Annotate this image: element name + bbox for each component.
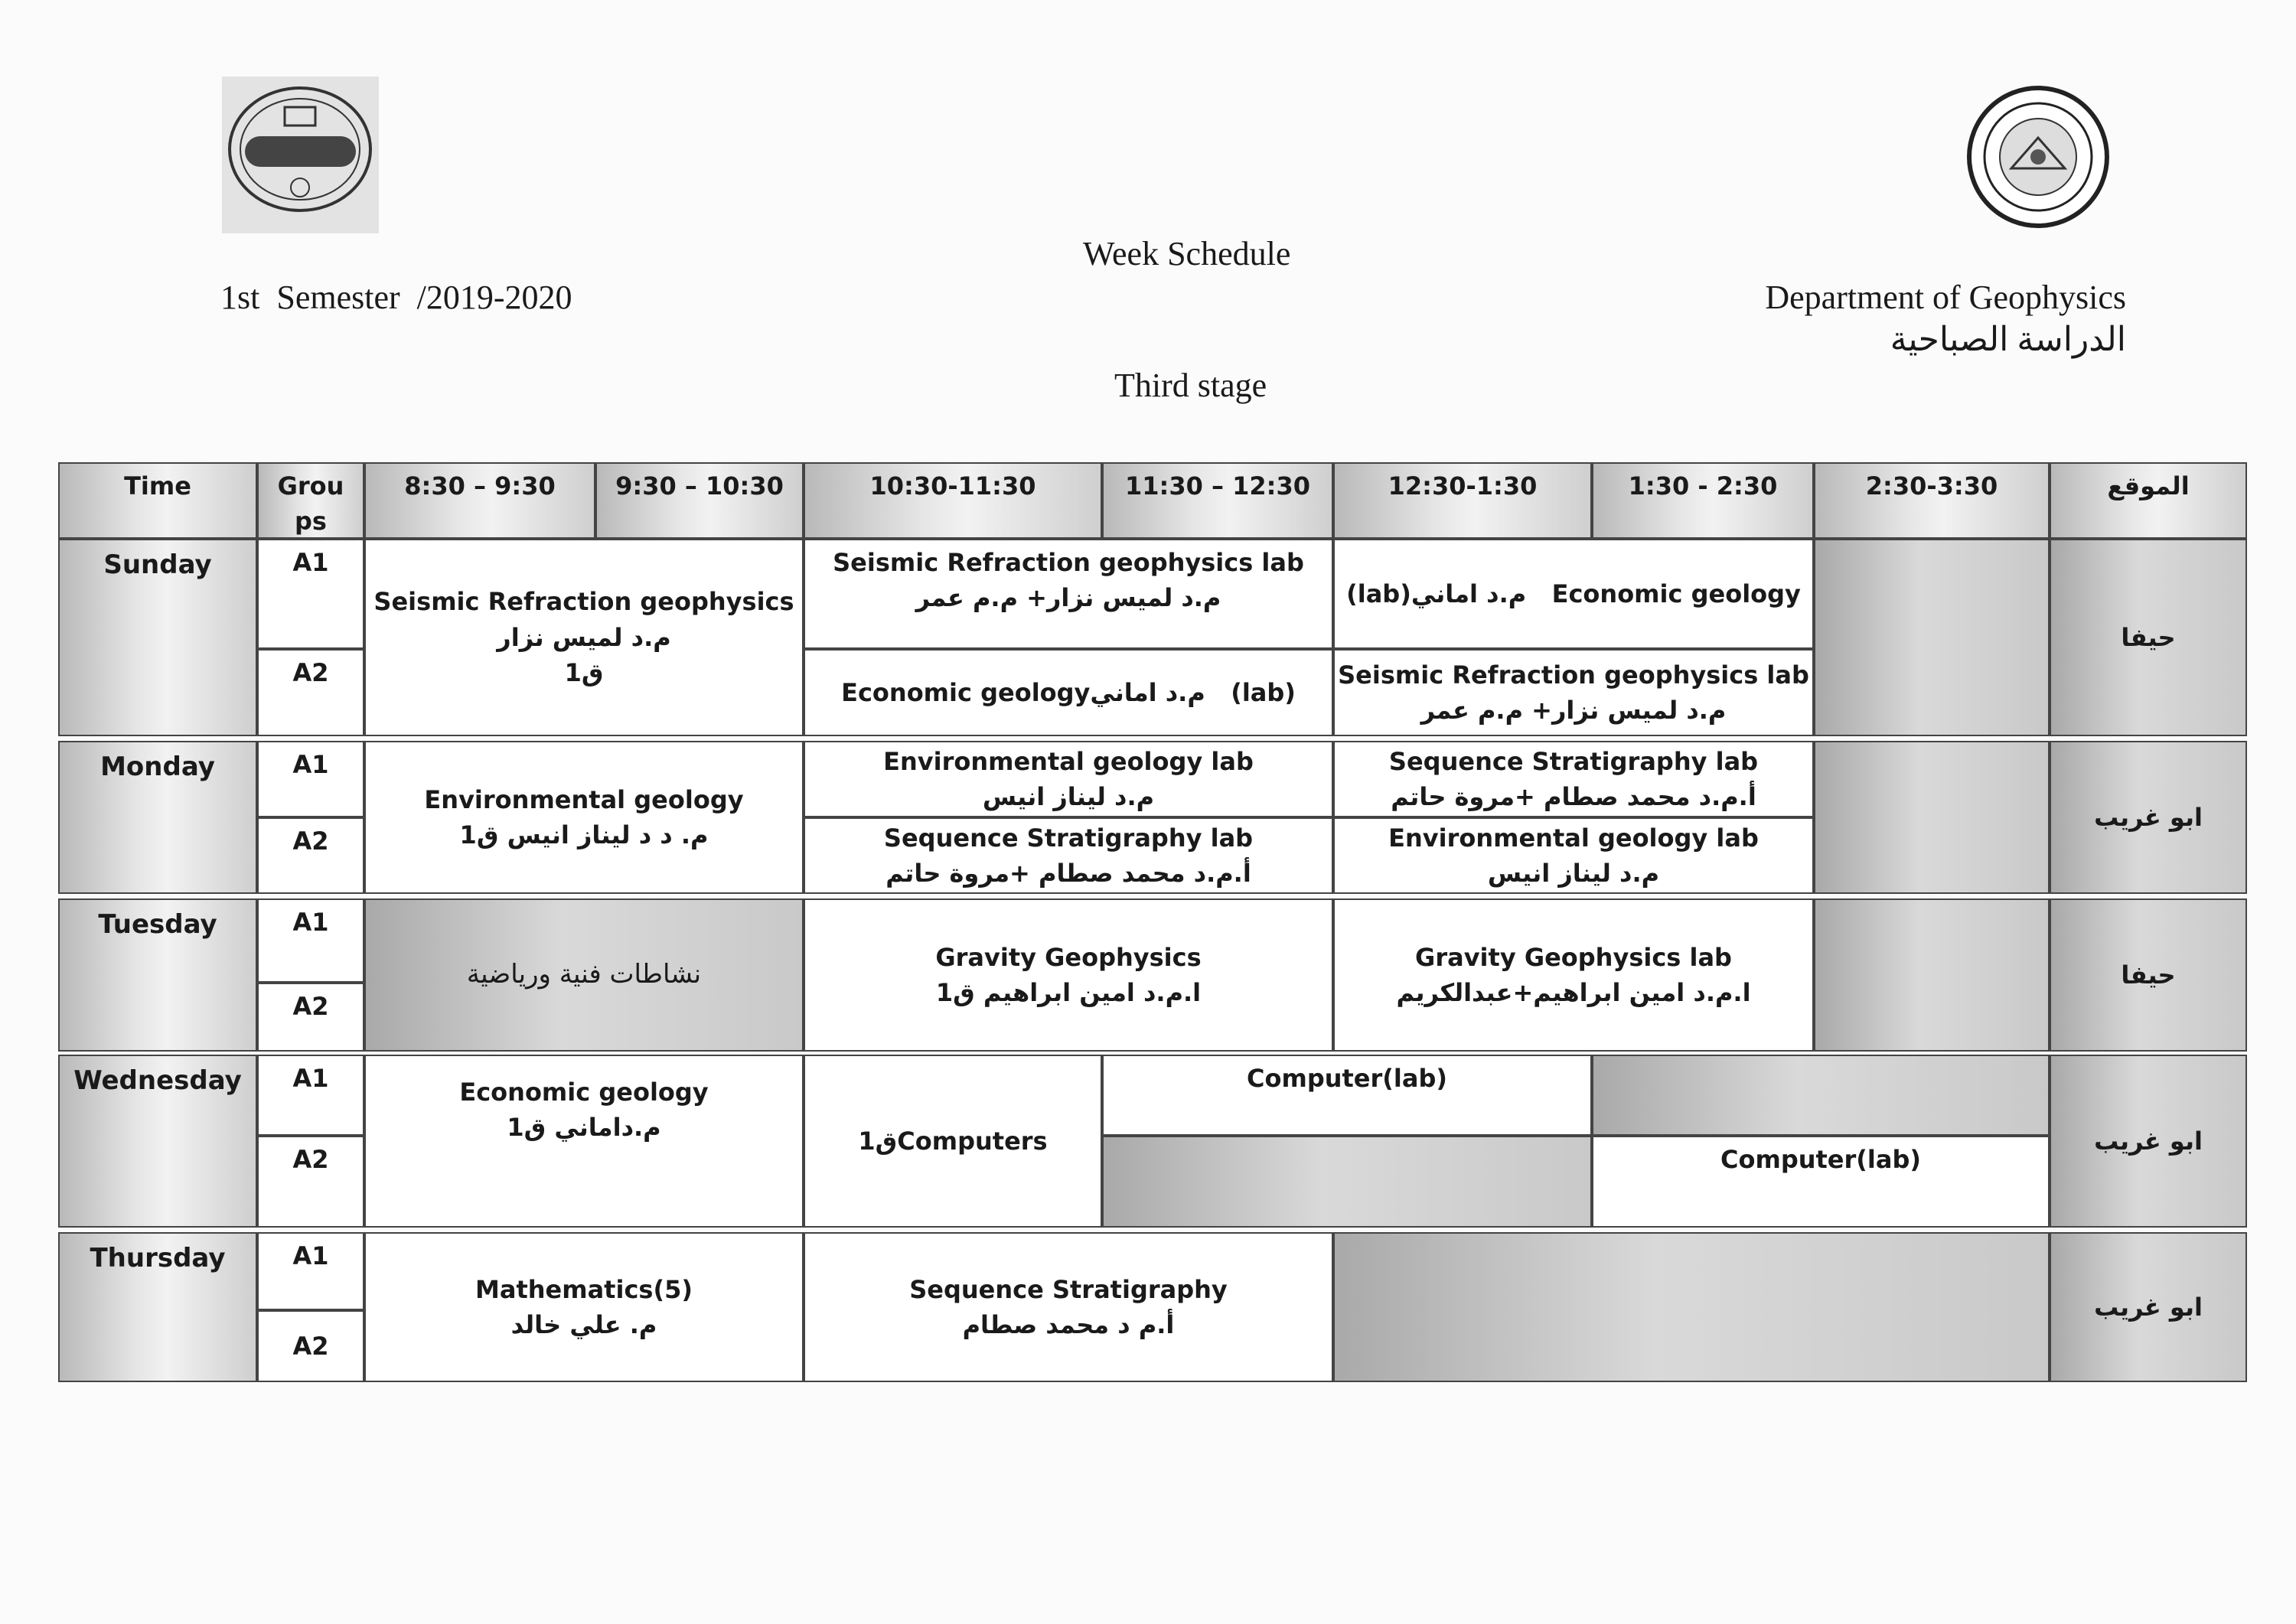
header-slot-6: 1:30 - 2:30: [1592, 462, 1814, 539]
course-teacher: م.داماني ق1: [507, 1113, 661, 1143]
header-location: الموقع: [2050, 462, 2247, 539]
location-monday: ابو غريب: [2050, 741, 2247, 894]
course-title: Environmental geology lab: [1388, 823, 1759, 853]
group-a2: A2: [257, 1136, 364, 1228]
day-sunday: Sunday: [58, 539, 257, 736]
course-title: Computer(lab): [1247, 1064, 1447, 1093]
course-title: Sequence Stratigraphy lab: [883, 823, 1254, 853]
group-a1: A1: [257, 1055, 364, 1136]
header-slot-2: 9:30 – 10:30: [595, 462, 804, 539]
course-title: Sequence Stratigraphy: [909, 1274, 1228, 1304]
group-a1: A1: [257, 741, 364, 817]
group-a1: A1: [257, 539, 364, 649]
thursday-mathematics: [364, 1232, 804, 1382]
university-logo: [222, 77, 379, 233]
sunday-empty: [1814, 539, 2050, 736]
course-title: Environmental geology: [424, 784, 744, 814]
tuesday-activities: نشاطات فنية ورياضية: [364, 898, 804, 1052]
wednesday-economic-geology: [364, 1055, 804, 1228]
day-tuesday: Tuesday: [58, 898, 257, 1052]
monday-empty: [1814, 741, 2050, 894]
semester-label: 1st Semester /2019-2020: [220, 279, 572, 316]
course-teacher: أ.م.د محمد صطام +مروة حاتم: [885, 859, 1251, 888]
sunday-seismic-lab-a1: [804, 539, 1333, 649]
tuesday-gravity-geophysics: [804, 898, 1333, 1052]
course-title: Gravity Geophysics lab: [1415, 942, 1732, 972]
sunday-seismic-refraction: [364, 539, 804, 736]
course-title: Seismic Refraction geophysics lab: [1338, 660, 1809, 690]
course-title: Gravity Geophysics: [935, 942, 1202, 972]
wednesday-computer-lab-a1: [1102, 1055, 1592, 1136]
wednesday-empty-a2: [1102, 1136, 1592, 1228]
monday-environmental-lab-a1: [804, 741, 1333, 817]
course-teacher: أ.م.د محمد صطام +مروة حاتم: [1391, 782, 1756, 811]
wednesday-empty-a1: [1592, 1055, 2050, 1136]
course-teacher: ا.م.د امين ابراهيم ق1: [935, 978, 1202, 1007]
sunday-seismic-lab-a2: [1333, 649, 1814, 736]
header-time: Time: [58, 462, 257, 539]
day-thursday: Thursday: [58, 1232, 257, 1382]
header-slot-5: 12:30-1:30: [1333, 462, 1592, 539]
location-thursday: ابو غريب: [2050, 1232, 2247, 1382]
wednesday-computers: [804, 1055, 1102, 1228]
group-a2: A2: [257, 817, 364, 894]
course-teacher: م.د لميس نزار: [497, 622, 671, 652]
group-a2: A2: [257, 649, 364, 736]
location-tuesday: حيفا: [2050, 898, 2247, 1052]
course-title: Environmental geology lab: [883, 746, 1254, 776]
group-a2: A2: [257, 1310, 364, 1382]
study-type: الدراسة الصباحية: [1890, 321, 2126, 358]
course-title: Seismic Refraction geophysics: [373, 587, 794, 617]
stage-label: Third stage: [1114, 367, 1267, 404]
course-teacher: م. علي خالد: [510, 1310, 657, 1339]
monday-environmental-geology: [364, 741, 804, 894]
college-seal: [1965, 84, 2111, 230]
day-wednesday: Wednesday: [58, 1055, 257, 1228]
group-a1: A1: [257, 898, 364, 983]
location-sunday: حيفا: [2050, 539, 2247, 736]
course-teacher: م.د ليناز انيس: [982, 782, 1155, 811]
group-a1: A1: [257, 1232, 364, 1310]
course-title: Economic geology: [459, 1078, 709, 1107]
monday-sequence-lab-a1: [1333, 741, 1814, 817]
header-slot-1: 8:30 – 9:30: [364, 462, 595, 539]
course-teacher: أ.م د محمد صطام: [962, 1310, 1175, 1339]
monday-sequence-lab-a2: [804, 817, 1333, 894]
location-wednesday: ابو غريب: [2050, 1055, 2247, 1228]
day-monday: Monday: [58, 741, 257, 894]
course-teacher: م.د لميس نزار+ م.م عمر: [915, 583, 1221, 613]
header-slot-3: 10:30-11:30: [804, 462, 1102, 539]
course-teacher: م.د لميس نزار+ م.م عمر: [1420, 696, 1727, 725]
course-title: (lab) م.د امانيEconomic geology: [841, 677, 1296, 707]
sunday-economic-lab-a1: [1333, 539, 1814, 649]
thursday-empty: [1333, 1232, 2050, 1382]
course-teacher: ا.م.د امين ابراهيم+عبدالكريم: [1396, 978, 1751, 1007]
course-title: ق1Computers: [858, 1126, 1048, 1156]
monday-environmental-lab-a2: [1333, 817, 1814, 894]
thursday-sequence-stratigraphy: [804, 1232, 1333, 1382]
course-title: Mathematics(5): [475, 1274, 693, 1304]
tuesday-empty: [1814, 898, 2050, 1052]
header-slot-4: 11:30 – 12:30: [1102, 462, 1333, 539]
wednesday-computer-lab-a2: [1592, 1136, 2050, 1228]
course-title: Economic geology م.د اماني(lab): [1346, 579, 1801, 608]
department-name: Department of Geophysics: [1765, 279, 2126, 316]
course-title: Sequence Stratigraphy lab: [1388, 746, 1759, 776]
course-teacher: م. د د ليناز انيس ق1: [459, 820, 709, 850]
group-a2: A2: [257, 983, 364, 1052]
course-title: Seismic Refraction geophysics lab: [833, 548, 1304, 577]
course-teacher: م.د ليناز انيس: [1487, 859, 1660, 888]
week-schedule-title: Week Schedule: [1083, 235, 1291, 272]
tuesday-gravity-lab: [1333, 898, 1814, 1052]
sunday-economic-lab-a2: [804, 649, 1333, 736]
course-room: ق1: [564, 658, 604, 688]
header-groups: Grou ps: [257, 462, 364, 539]
course-title: Computer(lab): [1720, 1145, 1921, 1174]
header-slot-7: 2:30-3:30: [1814, 462, 2050, 539]
